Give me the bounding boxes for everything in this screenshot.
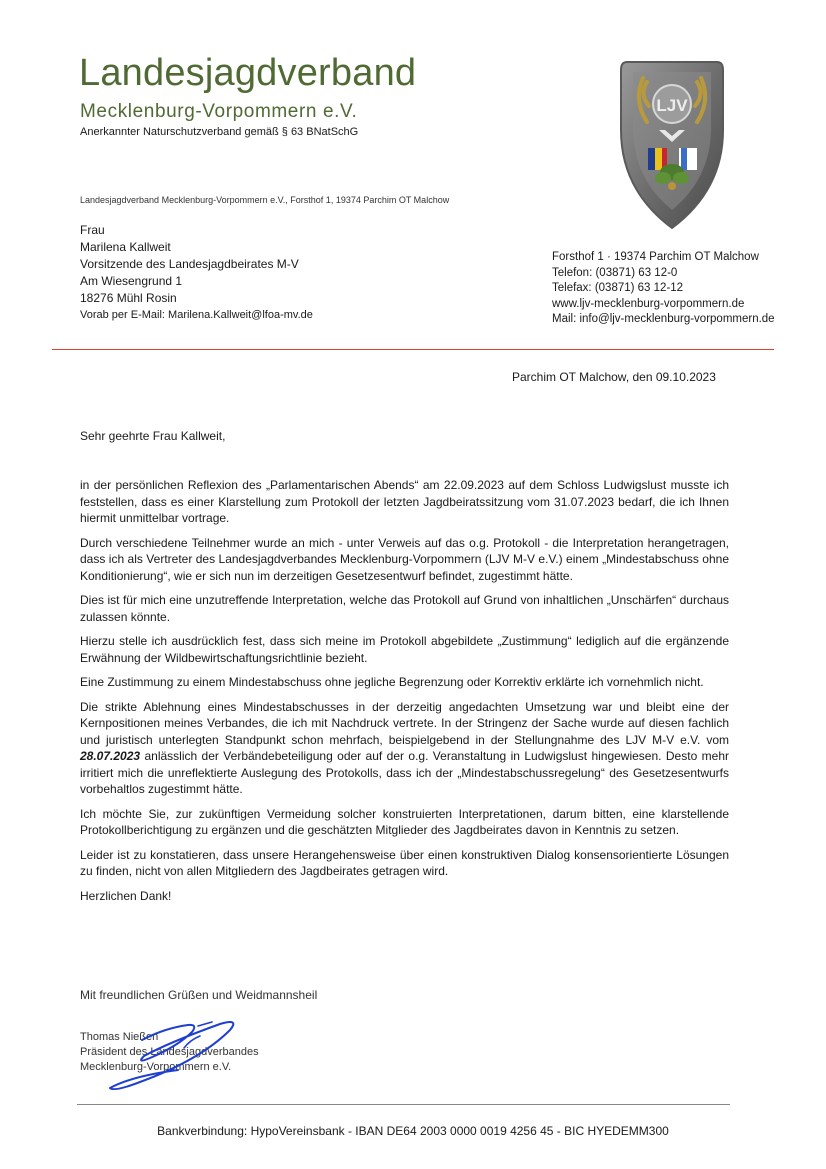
- body-paragraph: Eine Zustimmung zu einem Mindestabschuss ohne jegliche Begrenzung oder Korrektiv erklärte ich vornehmlich nicht.: [80, 675, 704, 689]
- body-paragraph: Hierzu stelle ich ausdrücklich fest, dass sich meine im Protokoll abgebildete „Zustimmung“ lediglich auf die ergänzende Erwähnung der Wildbewirtschaftungsrichtlinie bezieht.: [80, 634, 729, 665]
- greeting: Sehr geehrte Frau Kallweit,: [80, 429, 226, 443]
- body-paragraph: Herzlichen Dank!: [80, 888, 172, 903]
- contact-phone: Telefon: (03871) 63 12-0: [552, 266, 678, 279]
- signatory-org: Mecklenburg-Vorpommern e.V.: [80, 1061, 232, 1073]
- body-text: Die strikte Ablehnung eines Mindestabschusses in der derzeitig angedachten Umsetzung war und bleibt eine der Kernpositionen meines Verbandes, die ich mit Nachdruck vertrete. In der Stringenz der Sache wurde auf diesen fachlich und juristisch unterlegten Standpunkt schon mehrfach, beispielgebend in der Stellungnahme des LJV M-V e.V. vom: [80, 699, 729, 747]
- signatory-title: Präsident des Landesjagdverbandes: [80, 1046, 259, 1058]
- bank-details-footer: Bankverbindung: HypoVereinsbank - IBAN DE64 2003 0000 0019 4256 45 - BIC HYEDEMM300: [157, 1124, 669, 1138]
- contact-web[interactable]: www.ljv-mecklenburg-vorpommern.de: [552, 297, 745, 310]
- body-paragraph: Leider ist zu konstatieren, dass unsere Herangehensweise über einen konstruktiven Dialog konsensorientierte Lösungen zu finden, nicht von allen Mitgliedern des Jagdbeirates getragen wird.: [80, 847, 729, 878]
- contact-fax: Telefax: (03871) 63 12-12: [552, 282, 684, 294]
- letter-body: [80, 477, 729, 912]
- recipient-street: Am Wiesengrund 1: [80, 274, 183, 288]
- contact-address: Forsthof 1 · 19374 Parchim OT Malchow: [552, 251, 759, 263]
- logo-lettering: LJV: [656, 96, 688, 115]
- org-tagline: Anerkannter Naturschutzverband gemäß § 63 BNatSchG: [80, 126, 359, 138]
- closing-line: Mit freundlichen Grüßen und Weidmannsheil: [80, 988, 318, 1002]
- body-paragraph: Dies ist für mich eine unzutreffende Interpretation, welche das Protokoll auf Grund von inhaltlichen „Unschärfen“ durchaus zulassen könnte.: [80, 593, 729, 624]
- body-paragraph: in der persönlichen Reflexion des „Parlamentarischen Abends“ am 22.09.2023 auf dem Schloss Ludwigslust musste ich feststellen, dass es einer Klarstellung zum Protokoll der letzten Jagdbeiratssitzung vom 31.07.2023 bedarf, die ich Ihnen hiermit unmittelbar vortrage.: [80, 478, 729, 525]
- body-text: anlässlich der Verbändebeteiligung oder auf der o.g. Veranstaltung in Ludwigslust hingewiesen. Desto mehr irritiert mich die unreflektierte Auslegung des Protokolls, dass ich der „Mindestabschussregelung“ des Gesetzesentwurfs vorbehaltlos zugestimmt hätte.: [80, 749, 729, 796]
- recipient-email-note: Vorab per E-Mail: Marilena.Kallweit@lfoa-mv.de: [80, 309, 313, 321]
- sender-return-address: Landesjagdverband Mecklenburg-Vorpommern e.V., Forsthof 1, 19374 Parchim OT Malchow: [80, 195, 450, 205]
- handwritten-signature: [80, 1000, 300, 1100]
- recipient-salutation: Frau: [80, 223, 105, 237]
- body-paragraph: [80, 699, 729, 798]
- org-name: Landesjagdverband: [79, 52, 417, 94]
- footer-divider: [77, 1104, 730, 1105]
- body-paragraph: Durch verschiedene Teilnehmer wurde an mich - unter Verweis auf das o.g. Protokoll - die Interpretation herangetragen, dass ich als Vertreter des Landesjagdverbandes Mecklenburg-Vorpommern (LJV M-V e.V.) einem „Mindestabschuss ohne Konditionierung“, wie er sich nun im derzeitigen Gesetzesentwurf befindet, zugestimmt hätte.: [80, 535, 729, 583]
- org-subtitle: Mecklenburg-Vorpommern e.V.: [80, 101, 358, 122]
- header-divider: [52, 349, 774, 350]
- contact-block: [552, 250, 775, 328]
- contact-mail[interactable]: Mail: info@ljv-mecklenburg-vorpommern.de: [552, 313, 775, 325]
- date-line: Parchim OT Malchow, den 09.10.2023: [512, 370, 716, 384]
- body-paragraph: Ich möchte Sie, zur zukünftigen Vermeidung solcher konstruierten Interpretationen, darum bitten, eine klarstellende Protokollberichtigung zu ergänzen und die geschätzten Mitglieder des Jagdbeirates davon in Kenntnis zu setzen.: [80, 806, 729, 837]
- recipient-name: Marilena Kallweit: [80, 240, 171, 254]
- statement-date: 28.07.2023: [80, 749, 141, 763]
- recipient-role: Vorsitzende des Landesjagdbeirates M-V: [80, 257, 299, 271]
- ljv-logo-icon: [619, 60, 725, 230]
- signatory-name: Thomas Nießen: [80, 1031, 159, 1043]
- recipient-city: 18276 Mühl Rosin: [80, 291, 177, 305]
- recipient-address: [80, 222, 313, 324]
